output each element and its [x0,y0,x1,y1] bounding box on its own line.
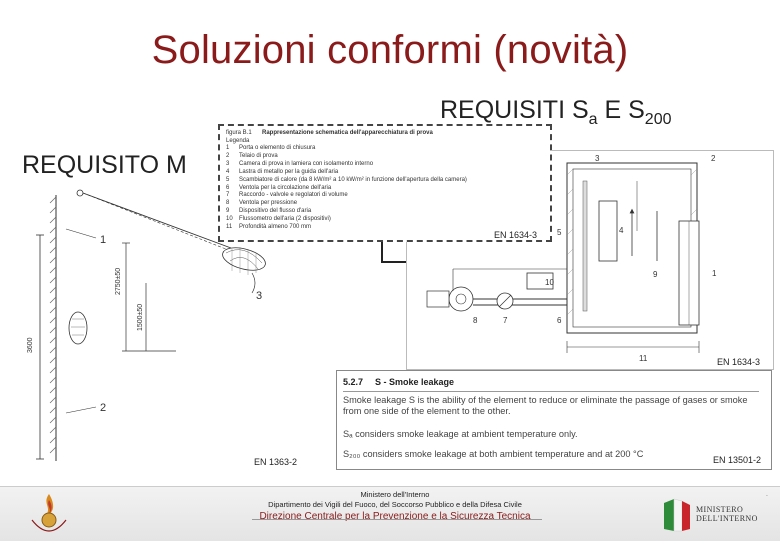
callout-r10: 10 [545,278,554,287]
dim-3600: 3600 [27,337,34,353]
footer-line-3: Direzione Centrale per la Prevenzione e la Sicurezza Tecnica [259,511,531,522]
legend-item: 2 Telaio di prova [226,152,278,159]
requisiti-s-mid: E S [597,96,645,124]
legend-item: 11 Profondità almeno 700 mm [226,224,312,231]
callout-r2: 2 [711,154,716,163]
callout-1: 1 [100,234,107,246]
connector-line [380,238,420,268]
legend-box [218,124,552,242]
slide-title: Soluzioni conformi (novità) [151,28,629,72]
legend-item: 3 Camera di prova in lamiera con isolamento interno [226,160,374,167]
legend-item: 1 Porta o elemento di chiusura [226,145,316,151]
hatched-wall [50,195,56,461]
legend-fig-title: Rappresentazione schematica dell'apparecchiatura di prova [262,130,433,136]
legend-item: 10 Flussometro dell'aria (2 dispositivi) [226,216,331,223]
dim-2750: 2750±50 [115,267,122,295]
callout-r6: 6 [557,316,562,325]
legend-heading: Legenda [226,138,250,144]
footer-divider [252,519,542,520]
impactor-swung [220,244,268,275]
legend-item: 8 Ventola per pressione [226,200,298,207]
legend-item: 7 Raccordo - valvole e regolatori di volume [226,192,348,199]
requisiti-s-text: REQUISITI S [440,96,589,124]
standard-label-en1634-3-bottom: EN 1634-3 [717,357,761,367]
callout-3: 3 [256,290,263,302]
callout-r7: 7 [503,316,508,325]
smoke-section-title: S - Smoke leakage [375,377,455,387]
callout-r5: 5 [557,228,562,237]
ministero-wordmark [696,505,758,523]
smoke-para-1-line-1: Smoke leakage S is the ability of the element to reduce or eliminate the passage of gases or smoke [343,395,748,405]
smoke-section-num: 5.2.7 [343,377,364,387]
callout-r8: 8 [473,316,478,325]
legend-figure-caption [226,130,544,136]
footer-line-1: Ministero dell'Interno [360,490,430,499]
smoke-title-rule [343,391,759,392]
callout-2: 2 [100,402,107,414]
legend-item: 6 Ventola per la circolazione dell'aria [226,184,332,191]
standard-label-en1363-2: EN 1363-2 [254,457,298,467]
ministero-line-1: MINISTERO [696,505,744,514]
footer-dot: . [766,491,768,498]
requisiti-s-sub-a: a [588,111,598,128]
smoke-para-3: S₂₀₀ considers smoke leakage at both ambient temperature and at 200 °C [343,449,644,459]
dim-1500: 1500±50 [137,303,144,331]
ministero-line-2: DELL'INTERNO [696,514,758,523]
legend-item: 9 Dispositivo del flusso d'aria [226,208,312,215]
legend-fig-num: figura B.1 [226,130,252,136]
standard-label-en1634-3-top: EN 1634-3 [494,230,538,240]
callout-r11: 11 [639,354,648,363]
callout-r4: 4 [619,226,624,235]
standard-label-en13501-2: EN 13501-2 [713,455,762,465]
callout-r1: 1 [712,269,717,278]
footer-line-2: Dipartimento dei Vigili del Fuoco, del Soccorso Pubblico e della Difesa Civile [268,500,522,509]
smoke-para-2: Sₐ considers smoke leakage at ambient temperature only. [343,429,578,439]
italian-flag-icon [662,495,692,535]
requisito-m-heading: REQUISITO M [22,151,187,179]
legend-item: 5 Scambiatore di calore (da 8 kW/m² a 10 kW/m² in funzione dell'apertura della camera) [226,176,467,183]
callout-r9: 9 [653,270,658,279]
impactor-resting [69,312,87,344]
smoke-title [343,377,454,387]
smoke-para-1 [343,395,763,417]
requisiti-s-sub-200: 200 [644,111,672,128]
callout-r3: 3 [595,154,600,163]
smoke-para-1-line-2: from one side of the element to the other. [343,406,511,416]
legend-item: 4 Lastra di metallo per la guida dell'aria [226,168,339,175]
smoke-leakage-excerpt [336,370,772,470]
